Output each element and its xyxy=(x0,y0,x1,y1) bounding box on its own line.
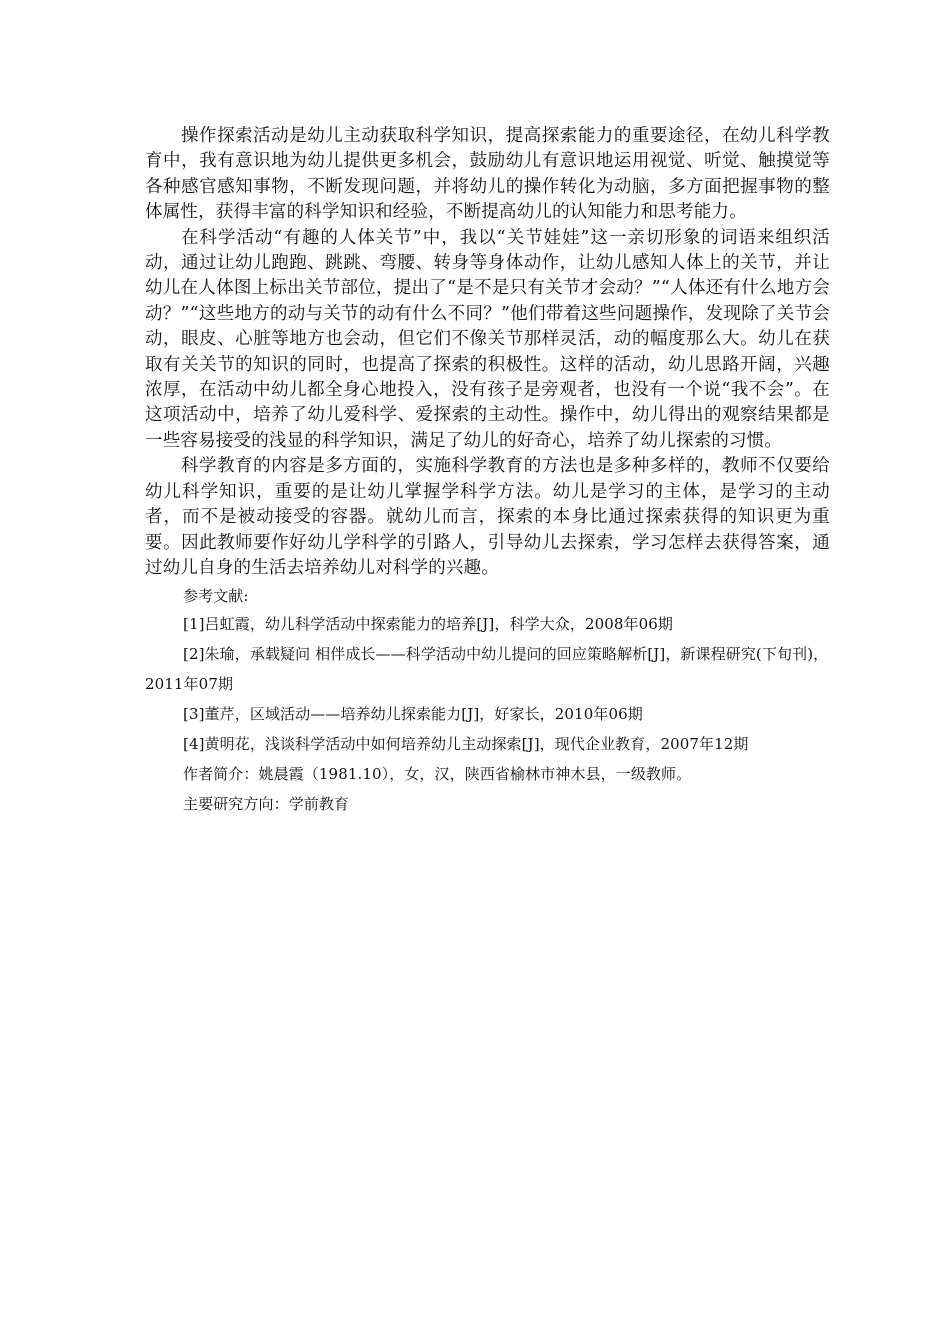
research-direction: 主要研究方向：学前教育 xyxy=(183,795,350,814)
body-paragraph-3: 科学教育的内容是多方面的，实施科学教育的方法也是多种多样的，教师不仅要给幼儿科学知识，重要的是让幼儿掌握学科学方法。幼儿是学习的主体，是学习的主动者，而不是被动接受的容器。就幼儿而言，探索的本身比通过探索获得的知识更为重要。因此教师要作好幼儿学科学的引路人，引导幼儿去探索，学习怎样去获得答案，通过幼儿自身的生活去培养幼儿对科学的兴趣。 xyxy=(145,456,830,578)
reference-item-3: [3]董芹，区域活动——培养幼儿探索能力[J]，好家长，2010年06期 xyxy=(183,705,643,724)
author-intro: 作者简介：姚晨霞（1981.10），女，汉，陕西省榆林市神木县，一级教师。 xyxy=(183,765,692,784)
reference-item-1: [1]吕虹霞，幼儿科学活动中探索能力的培养[J]，科学大众，2008年06期 xyxy=(183,615,674,634)
references-heading: 参考文献: xyxy=(183,587,249,606)
body-paragraph-1: 操作探索活动是幼儿主动获取科学知识，提高探索能力的重要途径，在幼儿科学教育中，我有意识地为幼儿提供更多机会，鼓励幼儿有意识地运用视觉、听觉、触摸觉等各种感官感知事物，不断发现问题，并将幼儿的操作转化为动脑，多方面把握事物的整体属性，获得丰富的科学知识和经验，不断提高幼儿的认知能力和思考能力。 xyxy=(145,126,830,223)
document-page xyxy=(145,124,830,819)
reference-item-4: [4]黄明花，浅谈科学活动中如何培养幼儿主动探索[J]，现代企业教育，2007年12期 xyxy=(183,735,749,754)
reference-item-2: [2]朱瑜，承载疑问 相伴成长——科学活动中幼儿提问的回应策略解析[J]，新课程研究(下旬刊)，2011年07期 xyxy=(145,645,829,694)
references-section xyxy=(145,583,830,819)
body-paragraph-2: 在科学活动“有趣的人体关节”中，我以“关节娃娃”这一亲切形象的词语来组织活动，通过让幼儿跑跑、跳跳、弯腰、转身等身体动作，让幼儿感知人体上的关节，并让幼儿在人体图上标出关节部位，提出了“是不是只有关节才会动？”“人体还有什么地方会动？”“这些地方的动与关节的动有什么不同？”他们带着这些问题操作，发现除了关节会动，眼皮、心脏等地方也会动，但它们不像关节那样灵活，动的幅度那么大。幼儿在获取有关关节的知识的同时，也提高了探索的积极性。这样的活动，幼儿思路开阔，兴趣浓厚，在活动中幼儿都全身心地投入，没有孩子是旁观者，也没有一个说“我不会”。在这项活动中，培养了幼儿爱科学、爱探索的主动性。操作中，幼儿得出的观察结果都是一些容易接受的浅显的科学知识，满足了幼儿的好奇心，培养了幼儿探索的习惯。 xyxy=(145,227,830,451)
